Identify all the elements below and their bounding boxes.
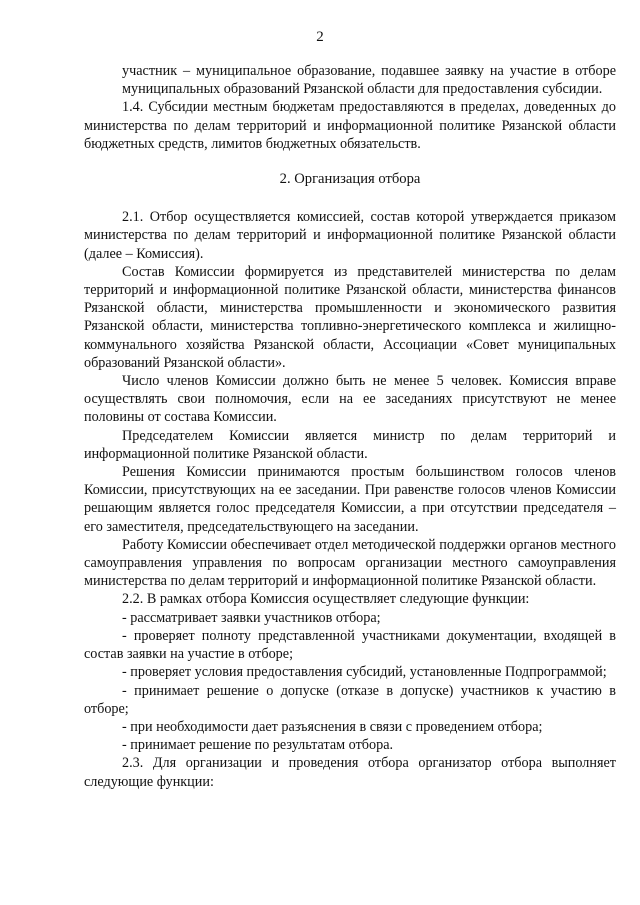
paragraph-decisions: Решения Комиссии принимаются простым большинством голосов членов Комиссии, присутствующих на ее заседании. При равенстве голосов членов Комиссии решающим является голос председателя Комиссии, а при отсутствии председателя – его заместителя, председательствующего на заседании. bbox=[84, 464, 616, 535]
paragraph-chairman: Председателем Комиссии является министр по делам территорий и информационной политике Рязанской области. bbox=[84, 427, 616, 462]
paragraph-2-2: 2.2. В рамках отбора Комиссия осуществляет следующие функции: bbox=[122, 591, 530, 608]
page-number: 2 bbox=[316, 29, 324, 45]
function-item: - рассматривает заявки участников отбора; bbox=[122, 609, 381, 626]
paragraph-1-4: 1.4. Субсидии местным бюджетам предоставляются в пределах, доведенных до министерства по делам территорий и информационной политике Рязанской области бюджетных средств, лимитов бюджетных обязательств. bbox=[84, 99, 616, 152]
function-item: - принимает решение о допуске (отказе в допуске) участников к участию в отборе; bbox=[84, 682, 616, 717]
paragraph-work: Работу Комиссии обеспечивает отдел методической поддержки органов местного самоуправления управления по вопросам организации местного самоуправления министерства по делам территорий и информационной политике Рязанской области. bbox=[84, 536, 616, 590]
paragraph-2-3: 2.3. Для организации и проведения отбора организатор отбора выполняет следующие функции: bbox=[84, 755, 616, 790]
function-item: - принимает решение по результатам отбора. bbox=[122, 737, 394, 754]
function-item: - проверяет полноту представленной участниками документации, входящей в состав заявки на участие в отборе; bbox=[84, 627, 616, 663]
paragraph-composition: Состав Комиссии формируется из представителей министерства по делам территорий и информационной политике Рязанской области, министерства финансов Рязанской области, министерства промышленности и экономического развития Рязанской области, министерства топливно-энергетического комплекса и жилищно-коммунального хозяйства Рязанской области, Ассоциации «Совет муниципальных образований Рязанской области». bbox=[84, 263, 616, 371]
document-body bbox=[84, 62, 616, 791]
paragraph-2-1: 2.1. Отбор осуществляется комиссией, состав которой утверждается приказом министерства по делам территорий и информационной политике Рязанской области (далее – Комиссия). bbox=[84, 209, 616, 262]
paragraph-members: Число членов Комиссии должно быть не менее 5 человек. Комиссия вправе осуществлять свои полномочия, если на ее заседаниях присутствуют не менее половины от состава Комиссии. bbox=[84, 373, 616, 426]
section-heading: 2. Организация отбора bbox=[279, 171, 421, 188]
function-item: - при необходимости дает разъяснения в связи с проведением отбора; bbox=[122, 718, 543, 735]
intro-paragraph: участник – муниципальное образование, подавшее заявку на участие в отборе муниципальных образований Рязанской области для предоставления субсидии. bbox=[122, 63, 616, 98]
function-item: - проверяет условия предоставления субсидий, установленные Подпрограммой; bbox=[122, 664, 607, 681]
